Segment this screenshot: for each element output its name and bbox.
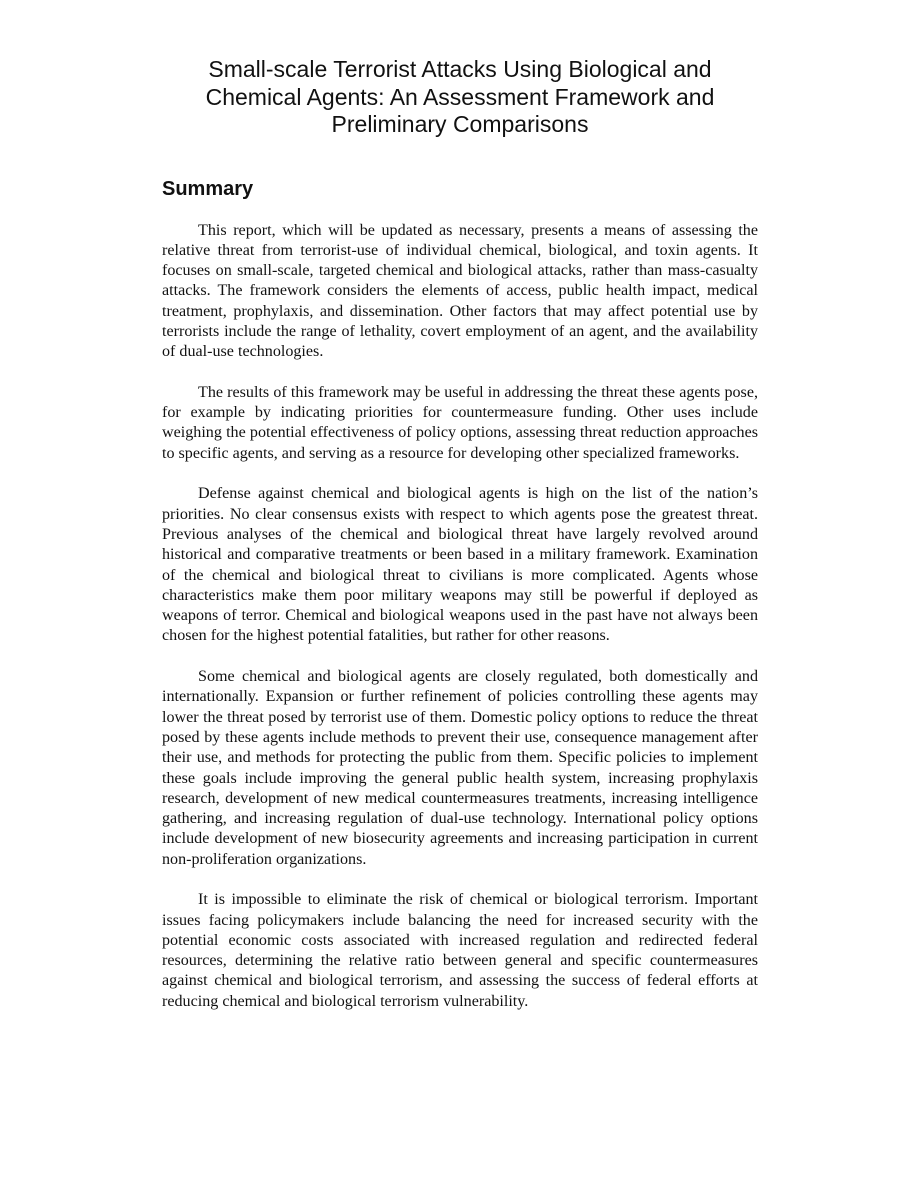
summary-paragraph: Some chemical and biological agents are closely regulated, both domestically and internationally. Expansion or further refinement of policies controlling these agents may lower the threat posed by terrorist use of them. Domestic policy options to reduce the threat posed by these agents include methods to prevent their use, consequence management after their use, and methods for protecting the public from them. Specific policies to implement these goals include improving the general public health system, increasing prophylaxis research, development of new medical countermeasures treatments, increasing intelligence gathering, and increasing regulation of dual-use technology. International policy options include development of new biosecurity agreements and increasing participation in current non-proliferation organizations.: [162, 668, 758, 868]
document-page: [162, 54, 758, 1012]
summary-paragraph: It is impossible to eliminate the risk of chemical or biological terrorism. Important issues facing policymakers include balancing the need for increased security with the potential economic costs associated with increased regulation and redirected federal resources, determining the relative ratio between general and specific countermeasures against chemical and biological terrorism, and assessing the success of federal efforts at reducing chemical and biological terrorism vulnerability.: [162, 891, 758, 1010]
summary-body: [162, 221, 758, 1013]
summary-paragraph: This report, which will be updated as necessary, presents a means of assessing the relative threat from terrorist-use of individual chemical, biological, and toxin agents. It focuses on small-scale, targeted chemical and biological attacks, rather than mass-casualty attacks. The framework considers the elements of access, public health impact, medical treatment, prophylaxis, and dissemination. Other factors that may affect potential use by terrorists include the range of lethality, covert employment of an agent, and the availability of dual-use technologies.: [162, 221, 758, 361]
summary-paragraph: The results of this framework may be useful in addressing the threat these agents pose, for example by indicating priorities for countermeasure funding. Other uses include weighing the potential effectiveness of policy options, assessing threat reduction approaches to specific agents, and serving as a resource for developing other specialized frameworks.: [162, 383, 758, 462]
summary-paragraph: Defense against chemical and biological agents is high on the list of the nation’s priorities. No clear consensus exists with respect to which agents pose the greatest threat. Previous analyses of the chemical and biological threat have largely revolved around historical and comparative treatments or been based in a military framework. Examination of the chemical and biological threat to civilians is more complicated. Agents whose characteristics make them poor military weapons may still be powerful if deployed as weapons of terror. Chemical and biological weapons used in the past have not always been chosen for the highest potential fatalities, but rather for other reasons.: [162, 485, 758, 645]
document-title: Small-scale Terrorist Attacks Using Biological and Chemical Agents: An Assessment Framework and Preliminary Comparisons: [205, 56, 715, 137]
section-heading-summary: Summary: [162, 177, 254, 200]
